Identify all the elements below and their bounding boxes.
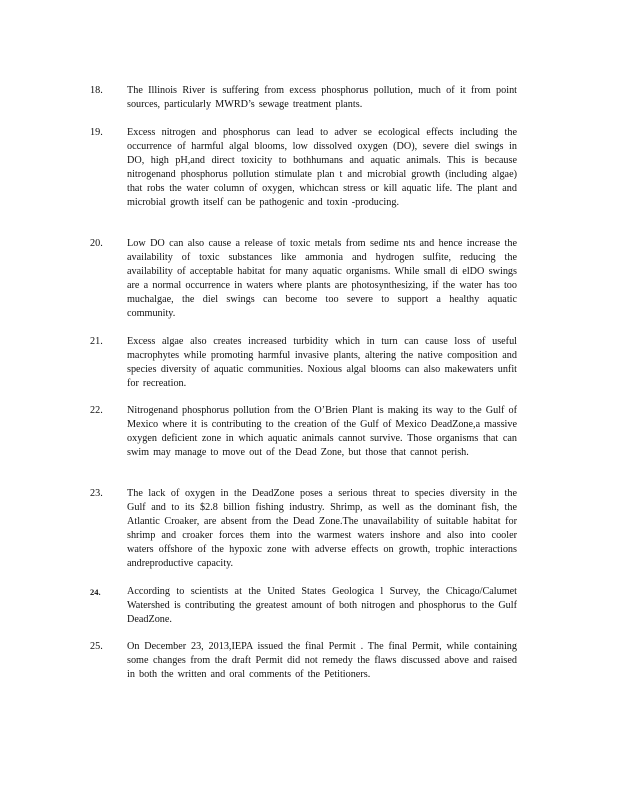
paragraph-23	[90, 487, 520, 571]
paragraph-text: Nitrogenand phosphorus pollution from the O’Brien Plant is making its way to the Gulf of Mexico where it is contributing to the creation of the Gulf of Mexico DeadZone,a massive oxygen deficient zone in which aquatic animals cannot survive. Those organisms that can swim may manage to move out of the Dead Zone, but those that cannot perish.	[127, 405, 517, 458]
paragraph-text: Excess algae also creates increased turbidity which in turn can cause loss of useful macrophytes while promoting harmful invasive plants, altering the native composition and species diversity of aquatic communities. Noxious algal blooms can also makewaters unfit for recreation.	[127, 336, 517, 389]
paragraph-22	[90, 404, 520, 460]
paragraph-number: 23.	[90, 488, 103, 499]
paragraph-number: 25.	[90, 641, 103, 652]
paragraph-19	[90, 126, 520, 210]
paragraph-number: 24.	[90, 587, 101, 597]
paragraph-number: 20.	[90, 238, 103, 249]
paragraph-text: According to scientists at the United States Geologica l Survey, the Chicago/Calumet Watershed is contributing the greatest amount of both nitrogen and phosphorus to the Gulf DeadZone.	[127, 586, 517, 625]
paragraph-18	[90, 84, 520, 112]
paragraph-20	[90, 237, 520, 321]
paragraph-number: 18.	[90, 85, 103, 96]
paragraph-number: 21.	[90, 336, 103, 347]
paragraph-25	[90, 640, 520, 682]
paragraph-text: The Illinois River is suffering from excess phosphorus pollution, much of it from point sources, particularly MWRD’s sewage treatment plants.	[127, 85, 517, 110]
paragraph-text: Excess nitrogen and phosphorus can lead to adver se ecological effects including the occurrence of harmful algal blooms, low dissolved oxygen (DO), severe diel swings in DO, high pH,and direct toxicity to bothhumans and aquatic animals. This is because nitrogenand phosphorus pollution stimulate plan t and microbial growth (including algae) that robs the water column of oxygen, whichcan stress or kill aquatic life. The plant and microbial growth itself can be pathogenic and toxin -producing.	[127, 127, 517, 208]
paragraph-21	[90, 335, 520, 391]
paragraph-text: The lack of oxygen in the DeadZone poses a serious threat to species diversity in the Gulf and to its $2.8 billion fishing industry. Shrimp, as well as the dominant fish, the Atlantic Croaker, are absent from the Dead Zone.The unavailability of suitable habitat for shrimp and croaker forces them into the warmest waters inshore and also into cooler waters offshore of the hypoxic zone with adverse effects on growth, trophic interactions andreproductive capacity.	[127, 488, 517, 569]
paragraph-number: 22.	[90, 405, 103, 416]
paragraph-number: 19.	[90, 127, 103, 138]
paragraph-text: Low DO can also cause a release of toxic metals from sedime nts and hence increase the availability of toxic substances like ammonia and hydrogen sulfite, reducing the availability of acceptable habitat for many aquatic organisms. While small di elDO swings are a normal occurrence in waters where plants are photosynthesizing, if the water has too muchalgae, the diel swings can become too severe to support a healthy aquatic community.	[127, 238, 517, 319]
paragraph-text: On December 23, 2013,IEPA issued the final Permit . The final Permit, while containing some changes from the draft Permit did not remedy the flaws discussed above and raised in both the written and oral comments of the Petitioners.	[127, 641, 517, 680]
paragraph-24	[90, 585, 520, 627]
